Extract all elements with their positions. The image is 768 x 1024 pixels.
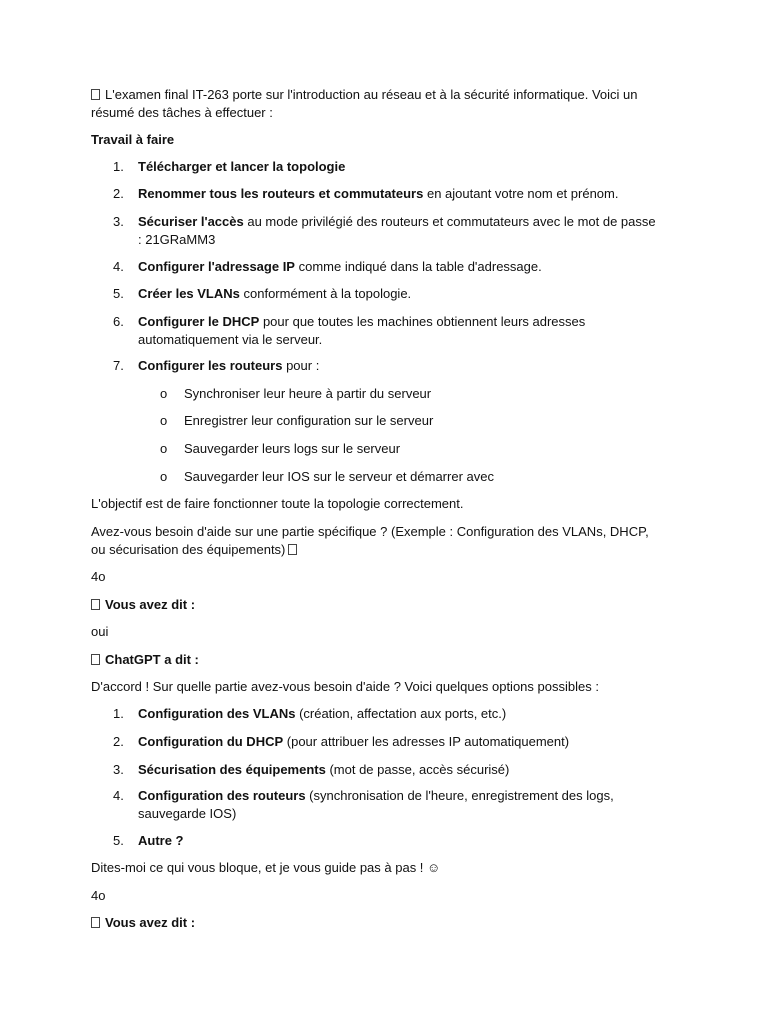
task-number: 2. [113, 186, 124, 201]
bullet-marker: o [160, 386, 168, 401]
help-question: Avez-vous besoin d'aide sur une partie spécifique ? (Exemple : Configuration des VLANs, DHCP, ou sécurisation des équipements) [91, 524, 649, 557]
missing-glyph-icon [91, 654, 100, 665]
option-item: Configuration des VLANs (création, affectation aux ports, etc.) [138, 706, 507, 721]
task-number: 6. [113, 314, 124, 329]
subtask-item: Enregistrer leur configuration sur le serveur [184, 413, 434, 428]
option-number: 4. [113, 788, 124, 803]
option-item: Configuration des routeurs (synchronisation de l'heure, enregistrement des logs, sauvegarde IOS) [138, 788, 614, 821]
option-item: Configuration du DHCP (pour attribuer les adresses IP automatiquement) [138, 734, 570, 749]
bullet-marker: o [160, 469, 168, 484]
missing-glyph-icon [91, 599, 100, 610]
bullet-marker: o [160, 441, 168, 456]
subtask-item: Synchroniser leur heure à partir du serveur [184, 386, 432, 401]
option-number: 5. [113, 833, 124, 848]
task-item: Renommer tous les routeurs et commutateurs en ajoutant votre nom et prénom. [138, 186, 619, 201]
bullet-marker: o [160, 413, 168, 428]
intro-paragraph [91, 86, 676, 122]
closing-text: Dites-moi ce qui vous bloque, et je vous guide pas à pas ! ☺ [91, 860, 441, 875]
option-item: Sécurisation des équipements (mot de passe, accès sécurisé) [138, 762, 510, 777]
option-number: 2. [113, 734, 124, 749]
subtask-item: Sauvegarder leurs logs sur le serveur [184, 441, 401, 456]
task-item: Sécuriser l'accès au mode privilégié des routeurs et commutateurs avec le mot de passe : 21GRaMM3 [138, 214, 656, 247]
model-label: 4o [91, 569, 106, 584]
task-item: Configurer le DHCP pour que toutes les machines obtiennent leurs adresses automatiquement via le serveur. [138, 314, 586, 347]
task-number: 5. [113, 286, 124, 301]
assistant-label: ChatGPT a dit : [91, 651, 676, 669]
option-item: Autre ? [138, 833, 184, 848]
task-number: 1. [113, 159, 124, 174]
model-label: 4o [91, 888, 106, 903]
task-item: Configurer l'adressage IP comme indiqué dans la table d'adressage. [138, 259, 542, 274]
assistant-intro: D'accord ! Sur quelle partie avez-vous besoin d'aide ? Voici quelques options possibles : [91, 679, 599, 694]
user-reply: oui [91, 624, 109, 639]
task-item: Configurer les routeurs pour : [138, 358, 320, 373]
section-heading: Travail à faire [91, 132, 175, 147]
task-number: 4. [113, 259, 124, 274]
missing-glyph-icon [288, 544, 297, 555]
task-item: Créer les VLANs conformément à la topologie. [138, 286, 412, 301]
user-label: Vous avez dit : [91, 596, 676, 614]
option-number: 3. [113, 762, 124, 777]
task-item: Télécharger et lancer la topologie [138, 159, 346, 174]
subtask-item: Sauvegarder leur IOS sur le serveur et démarrer avec [184, 469, 494, 484]
missing-glyph-icon [91, 917, 100, 928]
missing-glyph-icon [91, 89, 100, 100]
user-label: Vous avez dit : [91, 914, 676, 932]
objective-text: L'objectif est de faire fonctionner toute la topologie correctement. [91, 496, 464, 511]
option-number: 1. [113, 706, 124, 721]
intro-text: L'examen final IT-263 porte sur l'introduction au réseau et à la sécurité informatique. Voici un résumé des tâches à effectuer : [91, 87, 638, 120]
task-number: 7. [113, 358, 124, 373]
task-number: 3. [113, 214, 124, 229]
